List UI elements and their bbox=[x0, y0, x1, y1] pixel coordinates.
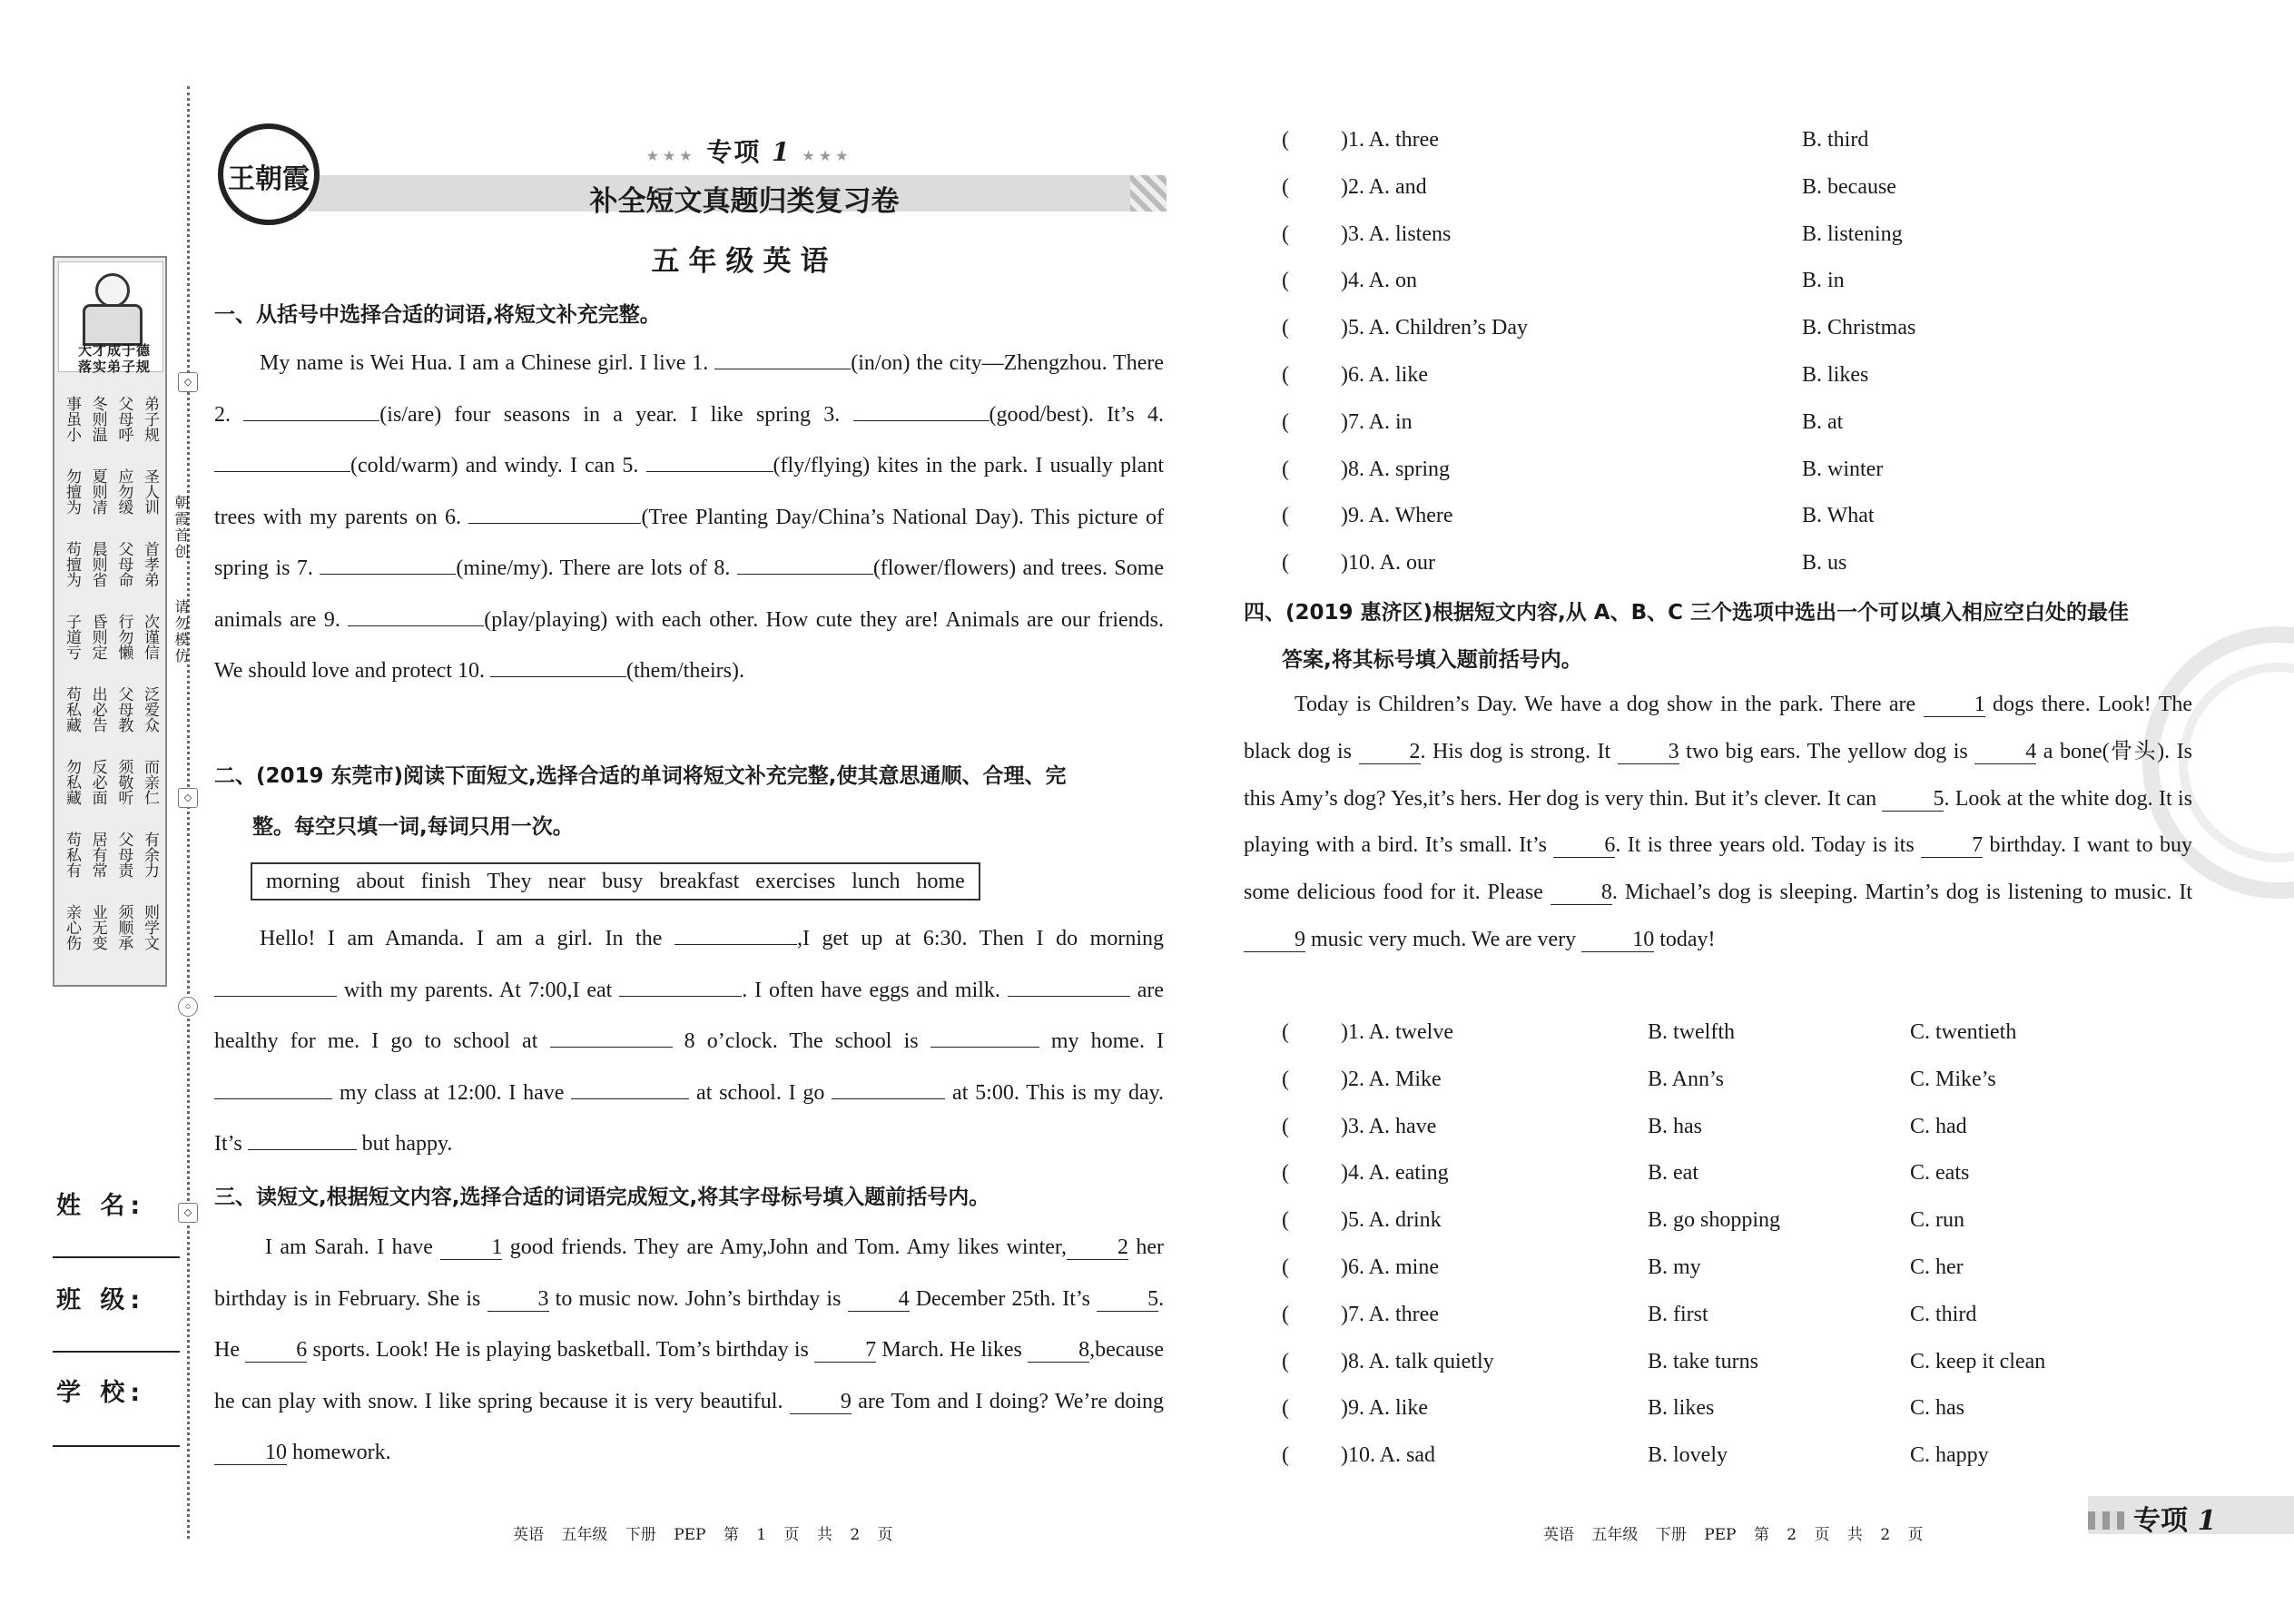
scholar-illustration bbox=[58, 261, 163, 375]
answer-bracket[interactable]: ( bbox=[1282, 269, 1289, 293]
blank-field[interactable] bbox=[737, 574, 873, 575]
motto-column: 勿私藏 bbox=[64, 758, 81, 805]
word-bank-item: about bbox=[356, 870, 405, 893]
series-label bbox=[545, 133, 953, 169]
section-4-heading-cont: 答案,将其标号填入题前括号内。 bbox=[1282, 648, 1582, 672]
option-b: B. winter bbox=[1802, 457, 1884, 481]
word-bank-item: near bbox=[547, 870, 586, 893]
option-a: )9. A. Where bbox=[1341, 504, 1453, 528]
option-c: C. her bbox=[1910, 1255, 1964, 1279]
answer-bracket[interactable]: ( bbox=[1282, 1349, 1289, 1373]
option-a: )9. A. like bbox=[1341, 1396, 1428, 1421]
motto-column: 次谨信 bbox=[141, 613, 159, 660]
blank-field[interactable] bbox=[550, 1047, 673, 1048]
paper-subtitle: 五年级英语 bbox=[651, 245, 838, 278]
footer-tag-text bbox=[2133, 1498, 2216, 1538]
blank-field[interactable]: 5 bbox=[1097, 1287, 1158, 1312]
option-b: B. in bbox=[1802, 269, 1845, 293]
option-b: B. What bbox=[1802, 504, 1875, 528]
motto-column: 首孝弟 bbox=[141, 540, 159, 587]
section-1-heading: 一、从括号中选择合适的词语,将短文补充完整。 bbox=[214, 303, 661, 327]
blank-field[interactable] bbox=[320, 574, 456, 575]
seal-icon: ◇ bbox=[178, 372, 198, 392]
motto-column: 父母责 bbox=[115, 831, 133, 878]
blank-field[interactable] bbox=[243, 420, 379, 421]
blank-field[interactable]: 7 bbox=[814, 1338, 876, 1363]
motto-column: 父母命 bbox=[115, 540, 133, 587]
seal-icon: ○ bbox=[178, 997, 198, 1017]
blank-field[interactable] bbox=[348, 625, 484, 626]
motto-column: 晨则省 bbox=[89, 540, 107, 587]
answer-bracket[interactable]: ( bbox=[1282, 1114, 1289, 1138]
option-c: C. twentieth bbox=[1910, 1020, 2017, 1044]
motto-column: 则学文 bbox=[141, 903, 159, 950]
motto-column: 苟擅为 bbox=[64, 540, 81, 587]
class-field[interactable] bbox=[53, 1351, 180, 1353]
section-3-heading: 三、读短文,根据短文内容,选择合适的词语完成短文,将其字母标号填入题前括号内。 bbox=[214, 1186, 990, 1209]
blank-field[interactable] bbox=[248, 1149, 357, 1150]
section-3-passage: I am Sarah. I have 1 good friends. They are Amy,John and Tom. Amy likes winter, 2 her birthday is in February. She is 3 to music now. John’s birthday is 4 December 25th. It’s 5. He 6 sports. Look! He is playing basketball. Tom’s birthday is 7 March. He likes 8,because he can play with snow. I like spring because it is very beautiful. 9 are Tom and I doing? We’re doing 10 homework. bbox=[214, 1235, 1165, 1464]
motto-group bbox=[60, 387, 160, 450]
name-label: 姓 名: bbox=[56, 1192, 146, 1220]
paper-title: 补全短文真题归类复习卷 bbox=[589, 185, 900, 218]
blank-field[interactable] bbox=[674, 944, 797, 945]
answer-bracket[interactable]: ( bbox=[1282, 409, 1289, 434]
option-a: )7. A. three bbox=[1341, 1302, 1439, 1326]
answer-bracket[interactable]: ( bbox=[1282, 1255, 1289, 1279]
option-c: C. had bbox=[1910, 1114, 1967, 1138]
motto-column: 弟子规 bbox=[141, 395, 159, 442]
option-a: )6. A. mine bbox=[1341, 1255, 1439, 1279]
option-a: )2. A. and bbox=[1341, 174, 1427, 199]
seal-icon: ◇ bbox=[178, 1203, 198, 1223]
footer-page-2: 英语 五年级 下册 PEP 第 2 页 共 2 页 bbox=[1543, 1526, 1924, 1544]
word-bank-item: exercises bbox=[755, 870, 836, 893]
blank-field[interactable] bbox=[468, 523, 641, 524]
option-b: B. first bbox=[1648, 1302, 1708, 1326]
star-icon: ★★★ bbox=[645, 147, 696, 164]
blank-field[interactable] bbox=[832, 1098, 945, 1099]
blank-field[interactable] bbox=[619, 996, 742, 997]
class-label: 班 级: bbox=[56, 1286, 146, 1314]
motto-column: 有余力 bbox=[141, 831, 159, 878]
vertical-copyright-1: 朝霞首创 bbox=[172, 495, 190, 560]
left-margin-strip bbox=[0, 0, 195, 1624]
seal-icon: ◇ bbox=[178, 788, 198, 808]
motto-column: 冬则温 bbox=[89, 395, 107, 442]
motto-group bbox=[60, 677, 160, 741]
answer-bracket[interactable]: ( bbox=[1282, 1396, 1289, 1421]
option-c: C. run bbox=[1910, 1208, 1964, 1233]
motto-column: 苟私藏 bbox=[64, 685, 81, 733]
footer-tag-number: 1 bbox=[2197, 1505, 2217, 1537]
blank-field[interactable]: 9 bbox=[790, 1390, 852, 1414]
blank-field[interactable]: 10 bbox=[1581, 928, 1654, 952]
option-a: )5. A. drink bbox=[1341, 1208, 1442, 1233]
answer-bracket[interactable]: ( bbox=[1282, 1443, 1289, 1468]
motto-column: 事虽小 bbox=[64, 395, 81, 442]
blank-field[interactable]: 5 bbox=[1882, 787, 1944, 812]
blank-field[interactable]: 2 bbox=[1359, 740, 1421, 764]
option-c: C. eats bbox=[1910, 1161, 1970, 1186]
answer-bracket[interactable]: ( bbox=[1282, 174, 1289, 199]
section-4-passage: Today is Children’s Day. We have a dog show in the park. There are 1 dogs there. Look! The black dog is 2. His dog is strong. It 3 two big ears. The yellow dog is 4 a bone(骨头). Is this Amy’s dog? Yes,it’s hers. Her dog is very thin. But it’s clever. It can 5. Look at the white dog. It is playing with a bird. It’s small. It’s 6. It is three years old. Today is its 7 birthday. I want to buy some delicious food for it. Please 8. Michael’s dog is sleeping. Martin’s dog is listening to music. It 9 music very much. We are very 10 today! bbox=[1244, 693, 2193, 951]
option-b: B. Christmas bbox=[1802, 316, 1916, 340]
blank-field[interactable]: 7 bbox=[1921, 833, 1983, 858]
word-bank-item: morning bbox=[266, 870, 340, 893]
motto-column: 父母呼 bbox=[115, 395, 133, 442]
blank-field[interactable]: 6 bbox=[245, 1338, 307, 1363]
motto-line-1: 大才成于德 bbox=[77, 342, 151, 359]
option-b: B. likes bbox=[1648, 1396, 1715, 1421]
option-c: C. third bbox=[1910, 1302, 1977, 1326]
option-b: B. likes bbox=[1802, 363, 1869, 387]
star-icon: ★★★ bbox=[802, 147, 852, 164]
blank-field[interactable] bbox=[490, 676, 626, 677]
motto-grid bbox=[60, 387, 160, 977]
motto-column: 圣人训 bbox=[141, 468, 159, 515]
brand-logo bbox=[218, 123, 320, 225]
blank-field[interactable]: 1 bbox=[1924, 693, 1985, 717]
motto-column: 出必告 bbox=[89, 685, 107, 733]
motto-group bbox=[60, 750, 160, 813]
option-b: B. twelfth bbox=[1648, 1020, 1735, 1044]
blank-field[interactable]: 10 bbox=[214, 1441, 287, 1465]
option-a: )8. A. talk quietly bbox=[1341, 1349, 1494, 1373]
answer-bracket[interactable]: ( bbox=[1282, 1161, 1289, 1186]
option-a: )3. A. listens bbox=[1341, 221, 1452, 246]
word-bank-item: They bbox=[487, 870, 532, 893]
name-field[interactable] bbox=[53, 1256, 180, 1258]
option-c: C. Mike’s bbox=[1910, 1067, 1996, 1091]
motto-panel bbox=[53, 256, 167, 987]
blank-field[interactable]: 2 bbox=[1067, 1235, 1128, 1260]
blank-field[interactable] bbox=[1008, 996, 1130, 997]
blank-field[interactable] bbox=[930, 1047, 1039, 1048]
option-a: )3. A. have bbox=[1341, 1114, 1437, 1138]
option-a: )10. A. sad bbox=[1341, 1443, 1435, 1468]
motto-column: 父母教 bbox=[115, 685, 133, 733]
school-field[interactable] bbox=[53, 1445, 180, 1447]
section-1-passage: My name is Wei Hua. I am a Chinese girl. I live 1. (in/on) the city—Zhengzhou. There 2. (is/are) four seasons in a year. I like spring 3. (good/best). It’s 4. (cold/warm) and windy. I can 5. (fly/flying) kites in the park. I usually plant trees with my parents on 6. (Tree Planting Day/China’s National Day). This picture of spring is 7. (mine/my). There are lots of 8. (flower/flowers) and trees. Some animals are 9. (play/playing) with each other. How cute they are! Animals are our friends. We should love and protect 10. (them/theirs). bbox=[214, 351, 1165, 683]
school-label: 学 校: bbox=[56, 1379, 146, 1407]
section-2-passage: Hello! I am Amanda. I am a girl. In the ,I get up at 6:30. Then I do morning with my parents. At 7:00,I eat . I often have eggs and milk. are healthy for me. I go to school at 8 o’clock. The school is my home. I my class at 12:00. I have at school. I go at 5:00. This is my day. It’s but happy. bbox=[214, 927, 1165, 1156]
series-text: 专项 bbox=[706, 137, 762, 167]
option-b: B. eat bbox=[1648, 1161, 1698, 1186]
option-b: B. Ann’s bbox=[1648, 1067, 1725, 1091]
blank-field[interactable]: 9 bbox=[1244, 928, 1305, 952]
option-a: )5. A. Children’s Day bbox=[1341, 316, 1528, 340]
motto-column: 勿擅为 bbox=[64, 468, 81, 515]
blank-field[interactable] bbox=[214, 471, 350, 472]
option-b: B. take turns bbox=[1648, 1349, 1758, 1373]
word-bank-item: finish bbox=[420, 870, 471, 893]
answer-bracket[interactable]: ( bbox=[1282, 551, 1289, 576]
blank-field[interactable]: 1 bbox=[440, 1235, 502, 1260]
motto-column: 泛爱众 bbox=[141, 685, 159, 733]
option-a: )4. A. on bbox=[1341, 269, 1417, 293]
motto-column: 反必面 bbox=[89, 758, 107, 805]
answer-bracket[interactable]: ( bbox=[1282, 1208, 1289, 1233]
answer-bracket[interactable]: ( bbox=[1282, 504, 1289, 528]
vertical-copyright-2: 请勿模仿 bbox=[172, 599, 190, 664]
blank-field[interactable] bbox=[214, 996, 337, 997]
answer-bracket[interactable]: ( bbox=[1282, 316, 1289, 340]
blank-field[interactable] bbox=[571, 1098, 689, 1099]
motto-column: 子道亏 bbox=[64, 613, 81, 660]
option-b: B. us bbox=[1802, 551, 1847, 576]
fold-line bbox=[187, 86, 190, 1539]
option-a: )1. A. twelve bbox=[1341, 1020, 1453, 1044]
option-a: )1. A. three bbox=[1341, 128, 1439, 152]
motto-column: 苟私有 bbox=[64, 831, 81, 878]
motto-column: 应勿缓 bbox=[115, 468, 133, 515]
word-bank-item: breakfast bbox=[659, 870, 740, 893]
option-a: )7. A. in bbox=[1341, 409, 1413, 434]
blank-field[interactable]: 6 bbox=[1553, 833, 1615, 858]
answer-bracket[interactable]: ( bbox=[1282, 221, 1289, 246]
blank-field[interactable]: 8 bbox=[1551, 881, 1612, 905]
option-a: )2. A. Mike bbox=[1341, 1067, 1442, 1091]
option-b: B. at bbox=[1802, 409, 1844, 434]
blank-field[interactable]: 3 bbox=[487, 1287, 549, 1312]
motto-column: 业无变 bbox=[89, 903, 107, 950]
option-b: B. because bbox=[1802, 174, 1896, 199]
option-c: C. happy bbox=[1910, 1443, 1989, 1468]
answer-bracket[interactable]: ( bbox=[1282, 363, 1289, 387]
blank-field[interactable]: 3 bbox=[1618, 740, 1679, 764]
footer-page-1: 英语 五年级 下册 PEP 第 1 页 共 2 页 bbox=[513, 1526, 893, 1544]
option-b: B. has bbox=[1648, 1114, 1702, 1138]
motto-group bbox=[60, 822, 160, 886]
word-bank-item: busy bbox=[601, 870, 644, 893]
motto-group bbox=[60, 532, 160, 595]
option-a: )8. A. spring bbox=[1341, 457, 1450, 481]
brand-logo-text: 王朝霞 bbox=[228, 163, 310, 195]
footer-pattern bbox=[2088, 1511, 2124, 1530]
blank-field[interactable] bbox=[214, 1098, 332, 1099]
motto-column: 居有常 bbox=[89, 831, 107, 878]
motto-column: 亲心伤 bbox=[64, 903, 81, 950]
motto-column: 夏则凊 bbox=[89, 468, 107, 515]
blank-field[interactable]: 4 bbox=[1974, 740, 2036, 764]
answer-bracket[interactable]: ( bbox=[1282, 128, 1289, 152]
section-2-heading-cont: 整。每空只填一词,每词只用一次。 bbox=[252, 815, 574, 839]
option-a: )10. A. our bbox=[1341, 551, 1435, 576]
blank-field[interactable]: 4 bbox=[848, 1287, 910, 1312]
section-4-heading: 四、(2019 惠济区)根据短文内容,从 A、B、C 三个选项中选出一个可以填入相应空白处的最佳 bbox=[1244, 601, 2130, 625]
motto-line-2: 落实弟子规 bbox=[77, 359, 151, 375]
motto-group bbox=[60, 895, 160, 959]
option-b: B. go shopping bbox=[1648, 1208, 1781, 1233]
motto-column: 须顺承 bbox=[115, 903, 133, 950]
series-number: 1 bbox=[772, 137, 792, 167]
option-b: B. listening bbox=[1802, 221, 1903, 246]
answer-bracket[interactable]: ( bbox=[1282, 457, 1289, 481]
word-bank bbox=[251, 862, 980, 901]
motto-column: 而亲仁 bbox=[141, 758, 159, 805]
blank-field[interactable] bbox=[853, 420, 989, 421]
motto-column: 行勿懒 bbox=[115, 613, 133, 660]
option-a: )4. A. eating bbox=[1341, 1161, 1449, 1186]
motto-group bbox=[60, 459, 160, 523]
answer-bracket[interactable]: ( bbox=[1282, 1020, 1289, 1044]
word-bank-item: home bbox=[916, 870, 965, 893]
option-b: B. third bbox=[1802, 128, 1869, 152]
answer-bracket[interactable]: ( bbox=[1282, 1067, 1289, 1091]
option-a: )6. A. like bbox=[1341, 363, 1428, 387]
option-c: C. keep it clean bbox=[1910, 1349, 2046, 1373]
blank-field[interactable]: 8 bbox=[1028, 1338, 1089, 1363]
footer-tag-label: 专项 bbox=[2133, 1505, 2188, 1537]
motto-column: 须敬听 bbox=[115, 758, 133, 805]
motto-group bbox=[60, 605, 160, 668]
motto-column: 昏则定 bbox=[89, 613, 107, 660]
option-b: B. lovely bbox=[1648, 1443, 1728, 1468]
word-bank-item: lunch bbox=[852, 870, 901, 893]
section-2-heading: 二、(2019 东莞市)阅读下面短文,选择合适的单词将短文补充完整,使其意思通顺、合理、完 bbox=[214, 764, 1067, 788]
banner-pattern bbox=[1130, 175, 1167, 212]
blank-field[interactable] bbox=[646, 471, 773, 472]
answer-bracket[interactable]: ( bbox=[1282, 1302, 1289, 1326]
option-c: C. has bbox=[1910, 1396, 1964, 1421]
option-b: B. my bbox=[1648, 1255, 1701, 1279]
